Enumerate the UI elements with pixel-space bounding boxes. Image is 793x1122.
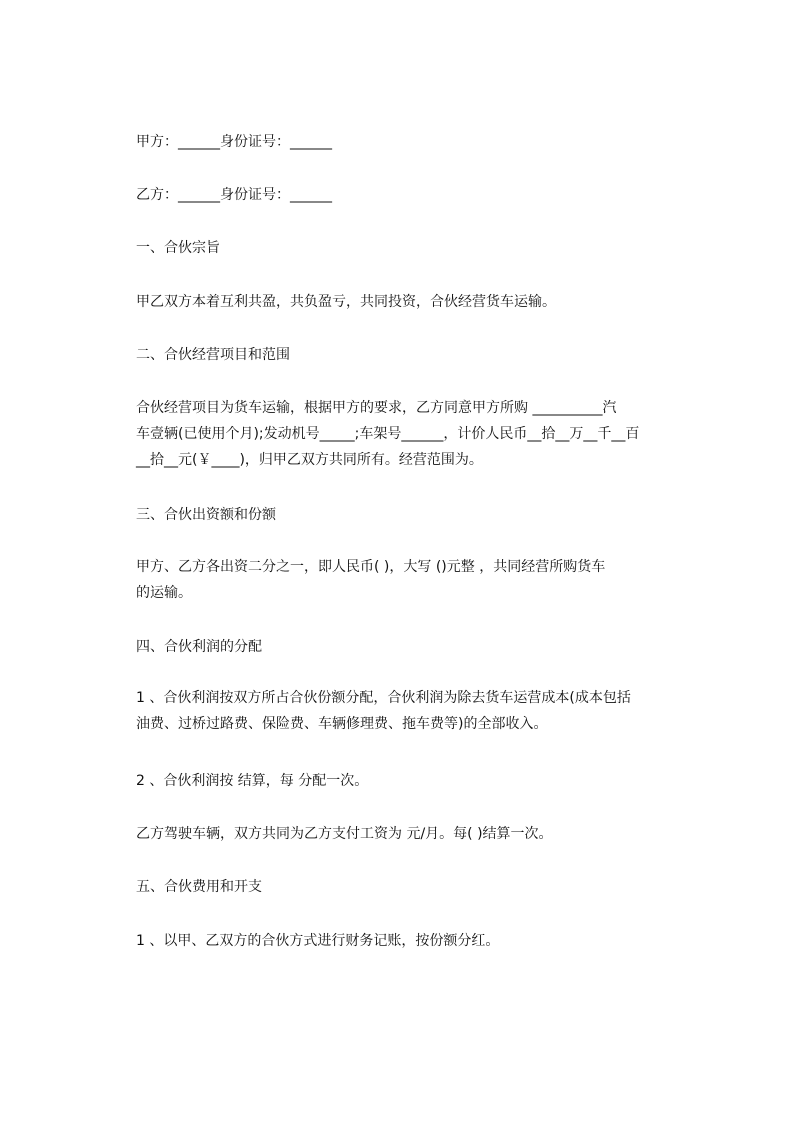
section4-item3: 乙方驾驶车辆，双方共同为乙方支付工资为 元/月。每( )结算一次。 [136, 826, 553, 842]
section4-heading: 四、合伙利润的分配 [136, 639, 262, 655]
section3-paragraph [136, 554, 696, 606]
section3-line-1: 甲方、乙方各出资二分之一，即人民币( )，大写 ()元整 ，共同经营所购货车 [136, 559, 606, 575]
section3-line-2: 的运输。 [136, 585, 192, 601]
section1-heading: 一、合伙宗旨 [136, 240, 220, 256]
section5-heading: 五、合伙费用和开支 [136, 879, 262, 895]
section4-item1-paragraph [136, 685, 696, 737]
section2-line-1: 合伙经营项目为货车运输，根据甲方的要求，乙方同意甲方所购 __________汽 [136, 400, 617, 416]
section5-item1: 1 、以甲、乙双方的合伙方式进行财务记账，按份额分红。 [136, 933, 500, 949]
party-b-line: 乙方：______身份证号：______ [136, 187, 332, 203]
party-a-line: 甲方：______身份证号：______ [136, 134, 332, 150]
section2-heading: 二、合伙经营项目和范围 [136, 347, 290, 363]
section4-item1-line-2: 油费、过桥过路费、保险费、车辆修理费、拖车费等)的全部收入。 [136, 716, 548, 732]
section1-text: 甲乙双方本着互利共盈，共负盈亏，共同投资，合伙经营货车运输。 [136, 294, 556, 310]
section2-line-3: __拾__元(￥____)，归甲乙双方共同所有。经营范围为。 [136, 452, 483, 468]
section2-line-2: 车壹辆(已使用个月);发动机号_____;车架号______，计价人民币__拾__万__千__百 [136, 426, 640, 442]
section3-heading: 三、合伙出资额和份额 [136, 507, 276, 523]
section2-paragraph [136, 395, 696, 473]
section4-item1-line-1: 1 、合伙利润按双方所占合伙份额分配，合伙利润为除去货车运营成本(成本包括 [136, 690, 631, 706]
section4-item2: 2 、合伙利润按 结算，每 分配一次。 [136, 773, 369, 789]
